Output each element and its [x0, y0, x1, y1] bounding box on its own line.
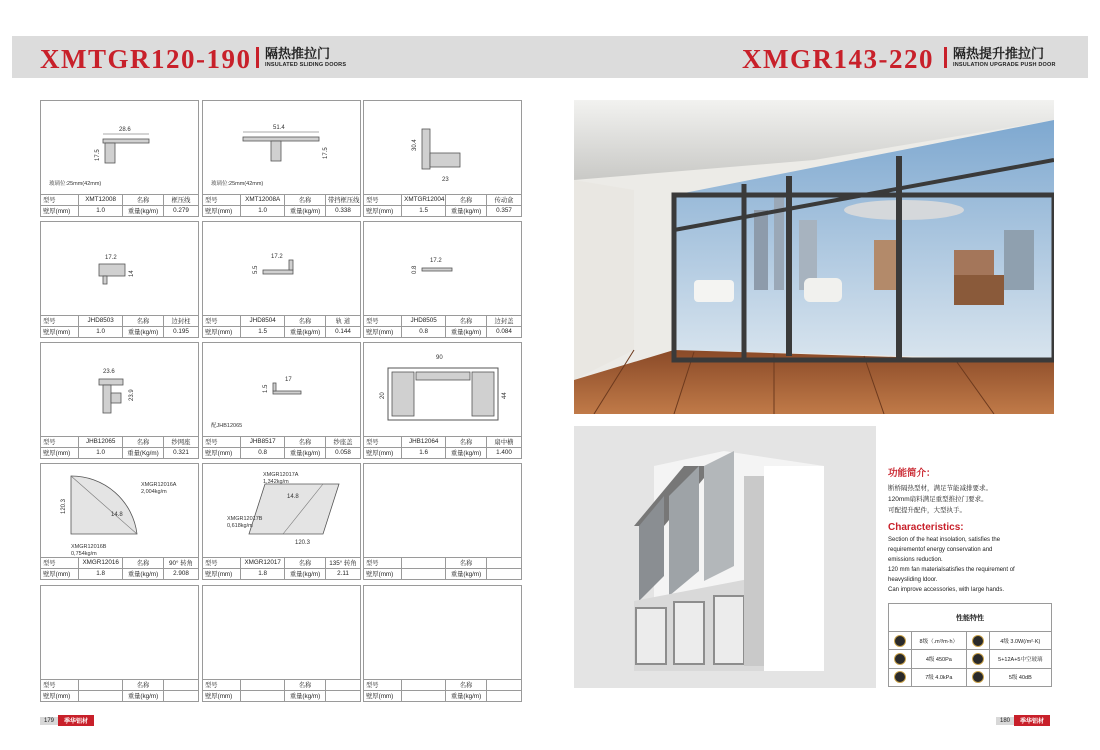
- profile-spec-table: [203, 679, 360, 702]
- type-label: 型号: [364, 436, 402, 447]
- profile-card: [40, 342, 199, 459]
- profile-drawing: [364, 464, 521, 550]
- performance-value: 5+12A+5中空玻璃: [989, 650, 1051, 668]
- profile-name: 传动盒: [486, 194, 521, 205]
- wall-thickness: 1.0: [79, 447, 123, 458]
- profile-code: XMTGR12004: [402, 194, 446, 205]
- profile-code: JHD8505: [402, 315, 446, 326]
- brand-logo-left: 季华铝材: [58, 715, 94, 726]
- dimension-label: 120.3: [295, 540, 311, 546]
- features-title-cn: 功能简介：: [888, 468, 936, 479]
- characteristic-line-en: Section of the heat insolation, satisfies the: [888, 537, 1001, 543]
- footer-left: [40, 712, 94, 724]
- wall-thickness: 1.8: [79, 568, 123, 579]
- left-model-title: XMTGR120-190: [40, 44, 252, 74]
- profile-code: XMGR12017: [241, 557, 285, 568]
- weight-label: 重量(kg/m): [446, 568, 487, 579]
- profile-spec-table: [41, 436, 198, 459]
- profile-card: [202, 221, 361, 338]
- profile-drawing: [364, 222, 521, 308]
- wall-thickness: 1.5: [402, 205, 446, 216]
- profile-drawing: [41, 101, 198, 187]
- profile-card: [363, 585, 522, 702]
- dimension-label: 90: [436, 355, 443, 361]
- weight-value: [163, 690, 198, 701]
- wall-thickness: [79, 690, 123, 701]
- performance-title: 性能特性: [889, 604, 1052, 632]
- type-label: 型号: [41, 436, 79, 447]
- weight-value: 0.058: [325, 447, 360, 458]
- dimension-label: 23.6: [103, 369, 115, 375]
- characteristic-line-en: emissions reduction.: [888, 557, 943, 563]
- weight-label: 重量(kg/m): [446, 205, 487, 216]
- performance-badge-icon: [972, 635, 984, 647]
- wall-label: 壁厚(mm): [203, 326, 241, 337]
- dimension-label: 17.5: [323, 147, 329, 159]
- profile-code: [241, 679, 285, 690]
- weight-label: 重量(kg/m): [446, 326, 487, 337]
- wall-thickness: [402, 568, 446, 579]
- profile-spec-table: [41, 194, 198, 217]
- profile-card: [363, 221, 522, 338]
- type-label: 型号: [203, 194, 241, 205]
- page-number-left: 179: [40, 717, 58, 725]
- dimension-label: 14.8: [287, 494, 299, 500]
- dimension-label: 23.9: [129, 389, 135, 401]
- wall-label: 壁厚(mm): [41, 690, 79, 701]
- profile-note: 玻璃位:25mm(42mm): [49, 181, 102, 187]
- dimension-label: 17.2: [105, 255, 117, 261]
- profile-name: 135° 转角: [325, 557, 360, 568]
- profile-drawing: [364, 101, 521, 187]
- name-label: 名称: [285, 436, 326, 447]
- profile-card: [40, 221, 199, 338]
- profile-spec-table: [364, 194, 521, 217]
- wall-thickness: 1.5: [241, 326, 285, 337]
- wall-label: 壁厚(mm): [364, 447, 402, 458]
- type-label: 型号: [41, 557, 79, 568]
- type-label: 型号: [364, 315, 402, 326]
- profile-code: XMT12008A: [241, 194, 285, 205]
- performance-value: 4级 3.0W(/m²·K): [989, 632, 1051, 650]
- wall-label: 壁厚(mm): [364, 568, 402, 579]
- wall-thickness: 0.8: [402, 326, 446, 337]
- sub-profile-label: XMGR12017B: [227, 516, 263, 522]
- weight-label: 重量(kg/m): [123, 568, 164, 579]
- profile-card: [363, 100, 522, 217]
- weight-value: [325, 690, 360, 701]
- weight-value: 0.338: [325, 205, 360, 216]
- profile-note: 玻璃位:25mm(42mm): [211, 181, 264, 187]
- dimension-label: 17: [285, 377, 292, 383]
- weight-value: [486, 690, 521, 701]
- feature-line-cn: 120mm扇料满足重型推拉门要求。: [888, 496, 988, 503]
- weight-label: 重量(kg/m): [123, 326, 164, 337]
- sub-profile-label: 0,754kg/m: [71, 551, 97, 557]
- wall-thickness: 1.0: [241, 205, 285, 216]
- dimension-label: 20: [380, 392, 386, 399]
- profile-name: 纱网座: [163, 436, 198, 447]
- profile-card: [363, 342, 522, 459]
- profile-spec-table: [364, 679, 521, 702]
- profile-spec-table: [364, 557, 521, 580]
- weight-value: 0.357: [486, 205, 521, 216]
- wall-label: 壁厚(mm): [41, 568, 79, 579]
- profile-note: 配JHB12065: [211, 423, 243, 429]
- profile-name: 边封盖: [486, 315, 521, 326]
- profile-drawing: [364, 586, 521, 672]
- profile-spec-table: [41, 679, 198, 702]
- weight-label: 重量(kg/m): [446, 690, 487, 701]
- performance-badge-icon: [894, 635, 906, 647]
- profile-spec-table: [41, 315, 198, 338]
- characteristic-line-en: heavysliding ldoor.: [888, 577, 938, 583]
- profile-name: 轨 道: [325, 315, 360, 326]
- right-series-title: [944, 47, 1056, 68]
- profile-code: JHD8504: [241, 315, 285, 326]
- left-title-en: INSULATED SLIDING DOORS: [265, 62, 347, 68]
- weight-value: 2.908: [163, 568, 198, 579]
- profile-code: [79, 679, 123, 690]
- performance-badge-icon: [894, 671, 906, 683]
- wall-label: 壁厚(mm): [364, 205, 402, 216]
- left-series-title: [256, 47, 346, 68]
- profile-card: [202, 585, 361, 702]
- type-label: 型号: [41, 194, 79, 205]
- dimension-label: 0.8: [412, 265, 418, 274]
- wall-thickness: 1.6: [402, 447, 446, 458]
- wall-thickness: 1.0: [79, 326, 123, 337]
- profile-name: 90° 转角: [163, 557, 198, 568]
- dimension-label: 17.2: [271, 254, 283, 260]
- brand-logo-right: 季华铝材: [1014, 715, 1050, 726]
- profile-spec-table: [203, 436, 360, 459]
- profile-name: 带挡框压线: [325, 194, 360, 205]
- characteristic-line-en: requirementof energy conservation and: [888, 547, 993, 553]
- performance-badge-icon: [894, 653, 906, 665]
- dimension-label: 17.2: [430, 258, 442, 264]
- type-label: 型号: [203, 679, 241, 690]
- profile-name: [486, 557, 521, 568]
- profile-card: [202, 342, 361, 459]
- name-label: 名称: [285, 315, 326, 326]
- profile-drawing: [41, 586, 198, 672]
- wall-label: 壁厚(mm): [203, 568, 241, 579]
- profile-code: JHB12064: [402, 436, 446, 447]
- profile-drawing: [203, 586, 360, 672]
- profile-code: XMT12008: [79, 194, 123, 205]
- sub-profile-label: 1,342kg/m: [263, 479, 289, 485]
- sub-profile-label: XMGR12017A: [263, 472, 299, 478]
- performance-value: 8级（.m³/m·h）: [911, 632, 966, 650]
- wall-label: 壁厚(mm): [364, 326, 402, 337]
- dimension-label: 1.5: [263, 384, 269, 393]
- type-label: 型号: [41, 679, 79, 690]
- weight-label: 重量(kg/m): [285, 568, 326, 579]
- profile-drawing: [41, 222, 198, 308]
- wall-label: 壁厚(mm): [41, 205, 79, 216]
- profile-drawing: [41, 343, 198, 429]
- wall-thickness: 1.0: [79, 205, 123, 216]
- left-title-cn: 隔热推拉门: [265, 46, 331, 61]
- profile-name: 纱座盖: [325, 436, 360, 447]
- type-label: 型号: [364, 194, 402, 205]
- dimension-label: 30.4: [412, 139, 418, 151]
- wall-thickness: 1.8: [241, 568, 285, 579]
- profile-spec-table: [203, 194, 360, 217]
- sub-profile-label: 0,618kg/m: [227, 523, 253, 529]
- weight-label: 重量(kg/m): [123, 690, 164, 701]
- page-number-right: 180: [996, 717, 1014, 725]
- profile-drawing: [41, 464, 198, 550]
- wall-label: 壁厚(mm): [41, 326, 79, 337]
- weight-value: 0.321: [163, 447, 198, 458]
- name-label: 名称: [446, 557, 487, 568]
- sub-profile-label: XMGR12016A: [141, 482, 177, 488]
- performance-badge-icon: [972, 653, 984, 665]
- weight-value: 0.279: [163, 205, 198, 216]
- profile-code: XMGR12016: [79, 557, 123, 568]
- weight-value: 1.400: [486, 447, 521, 458]
- weight-value: 0.084: [486, 326, 521, 337]
- right-model-title: XMGR143-220: [742, 44, 934, 74]
- characteristic-line-en: 120 mm fan materialsatisfies the requirement of: [888, 567, 1015, 573]
- weight-label: 重量(kg/m): [285, 447, 326, 458]
- profile-drawing: [364, 343, 521, 429]
- profile-card: [363, 463, 522, 580]
- profile-name: 框压线: [163, 194, 198, 205]
- profile-code: JHB8517: [241, 436, 285, 447]
- performance-table: [888, 603, 1052, 687]
- type-label: 型号: [41, 315, 79, 326]
- weight-value: [486, 568, 521, 579]
- performance-badge-icon: [972, 671, 984, 683]
- wall-label: 壁厚(mm): [203, 205, 241, 216]
- profile-code: JHD8503: [79, 315, 123, 326]
- dimension-label: 5.5: [253, 265, 259, 274]
- profile-drawing: [203, 101, 360, 187]
- profile-card: [40, 100, 199, 217]
- profile-drawing: [203, 222, 360, 308]
- type-label: 型号: [364, 557, 402, 568]
- profile-card: [202, 100, 361, 217]
- interior-photo: [574, 100, 1054, 414]
- wall-thickness: 0.8: [241, 447, 285, 458]
- dimension-label: 17.5: [95, 149, 101, 161]
- name-label: 名称: [123, 557, 164, 568]
- weight-label: 重量(kg/m): [285, 326, 326, 337]
- weight-value: 0.144: [325, 326, 360, 337]
- name-label: 名称: [123, 436, 164, 447]
- name-label: 名称: [285, 194, 326, 205]
- type-label: 型号: [203, 557, 241, 568]
- performance-value: 7级 4.0kPa: [911, 668, 966, 686]
- wall-label: 壁厚(mm): [41, 447, 79, 458]
- name-label: 名称: [123, 194, 164, 205]
- weight-label: 重量(Kg/m): [123, 447, 164, 458]
- dimension-label: 23: [442, 177, 449, 183]
- sub-profile-label: XMGR12016B: [71, 544, 107, 550]
- profile-spec-table: [203, 557, 360, 580]
- name-label: 名称: [285, 679, 326, 690]
- characteristics-title: Characteristics:: [888, 522, 964, 533]
- weight-label: 重量(kg/m): [446, 447, 487, 458]
- profile-name: 扇中横: [486, 436, 521, 447]
- dimension-label: 14.8: [111, 512, 123, 518]
- dimension-label: 51.4: [273, 125, 285, 131]
- profile-name: [325, 679, 360, 690]
- profile-code: [402, 557, 446, 568]
- weight-label: 重量(kg/m): [123, 205, 164, 216]
- footer-right: [996, 712, 1050, 724]
- name-label: 名称: [446, 315, 487, 326]
- profile-code: [402, 679, 446, 690]
- features-block: [888, 465, 1060, 595]
- weight-value: 2.11: [325, 568, 360, 579]
- feature-line-cn: 断桥隔热型材，满足节能减排要求。: [888, 485, 992, 492]
- profile-spec-table: [203, 315, 360, 338]
- right-title-en: INSULATION UPGRADE PUSH DOOR: [953, 62, 1056, 68]
- type-label: 型号: [364, 679, 402, 690]
- profile-card: [202, 463, 361, 580]
- characteristic-line-en: Can improve accessories, with large hands.: [888, 587, 1005, 593]
- wall-label: 壁厚(mm): [203, 690, 241, 701]
- wall-thickness: [402, 690, 446, 701]
- profile-card: [40, 585, 199, 702]
- profile-grid: [40, 100, 522, 704]
- feature-line-cn: 可配提升配件，大型执手。: [888, 507, 966, 514]
- profile-drawing: [203, 343, 360, 429]
- profile-name: [163, 679, 198, 690]
- type-label: 型号: [203, 436, 241, 447]
- right-title-cn: 隔热提升推拉门: [953, 46, 1045, 61]
- profile-cutaway-image: [574, 426, 876, 688]
- performance-value: 4级 450Pa: [911, 650, 966, 668]
- name-label: 名称: [446, 679, 487, 690]
- weight-label: 重量(kg/m): [285, 690, 326, 701]
- weight-value: 0.195: [163, 326, 198, 337]
- profile-name: 边封柱: [163, 315, 198, 326]
- name-label: 名称: [285, 557, 326, 568]
- wall-label: 壁厚(mm): [364, 690, 402, 701]
- profile-spec-table: [364, 436, 521, 459]
- performance-value: 5级 40dB: [989, 668, 1051, 686]
- profile-spec-table: [364, 315, 521, 338]
- dimension-label: 14: [129, 270, 135, 277]
- name-label: 名称: [123, 315, 164, 326]
- name-label: 名称: [446, 194, 487, 205]
- profile-name: [486, 679, 521, 690]
- profile-card: [40, 463, 199, 580]
- type-label: 型号: [203, 315, 241, 326]
- wall-thickness: [241, 690, 285, 701]
- dimension-label: 120.3: [61, 498, 67, 514]
- dimension-label: 44: [502, 392, 508, 399]
- dimension-label: 28.6: [119, 127, 131, 133]
- sub-profile-label: 2,004kg/m: [141, 489, 167, 495]
- name-label: 名称: [123, 679, 164, 690]
- profile-code: JHB12065: [79, 436, 123, 447]
- wall-label: 壁厚(mm): [203, 447, 241, 458]
- profile-spec-table: [41, 557, 198, 580]
- name-label: 名称: [446, 436, 487, 447]
- weight-label: 重量(kg/m): [285, 205, 326, 216]
